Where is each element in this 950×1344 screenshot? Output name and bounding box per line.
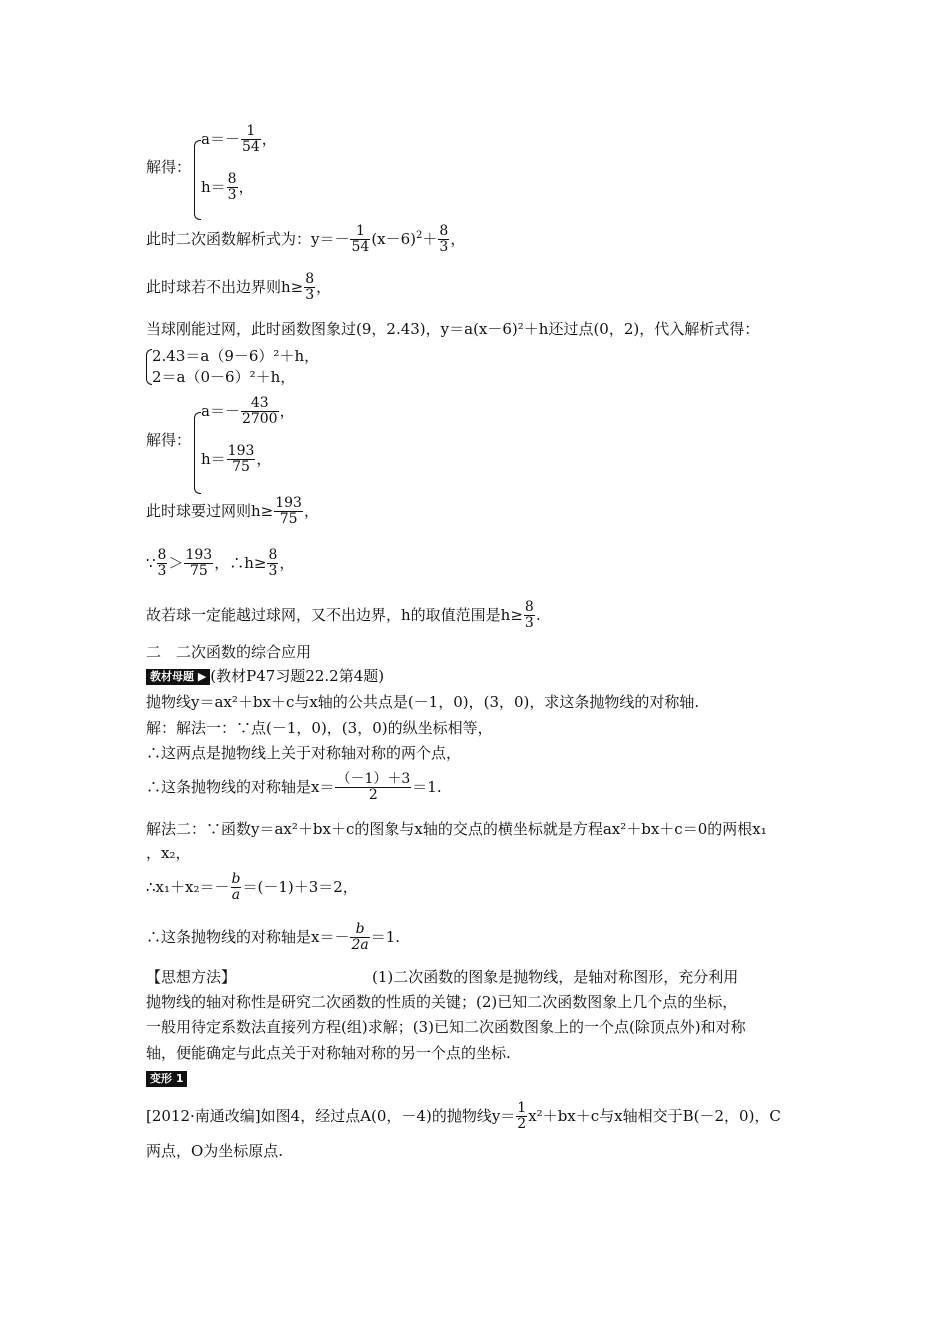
solve-label-1: 解得： xyxy=(146,158,192,176)
method-text-2: 抛物线的轴对称性是研究二次函数的性质的关键；(2)已知二次函数图象上几个点的坐标， xyxy=(146,993,738,1011)
root-sum-line: ∴x₁＋x₂＝－ $\frac{b}{a}$ ＝(－1)＋3＝2， xyxy=(146,871,358,904)
fraction: $\frac{8}{3}$ xyxy=(157,547,167,580)
method-one-reason: ∴这两点是抛物线上关于对称轴对称的两个点， xyxy=(146,744,462,762)
system-line-1: 2.43＝a（9－6）²＋h， xyxy=(152,347,320,365)
section-heading: 二 二次函数的综合应用 xyxy=(146,643,312,661)
equation-h-2: h＝ $\frac{193}{75}$ ， xyxy=(201,443,272,476)
fraction: $\frac{8}{3}$ xyxy=(268,547,278,580)
problem-statement: 抛物线y＝ax²＋bx＋c与x轴的公共点是(－1，0)，(3，0)，求这条抛物线的对称轴. xyxy=(146,693,700,711)
solve-label-2: 解得： xyxy=(146,431,192,449)
method-two-line: 解法二：∵函数y＝ax²＋bx＋c的图象与x轴的交点的横坐标就是方程ax²＋bx＋c＝0的两根x₁ xyxy=(146,820,767,838)
fraction: $\frac{1}{54}$ xyxy=(351,223,370,256)
fraction: $\frac{8}{3}$ xyxy=(439,223,449,256)
boundary-condition-line: 此时球若不出边界则h≥ $\frac{8}{3}$ ， xyxy=(146,271,332,304)
variant-problem-cont: 两点，O为坐标原点. xyxy=(146,1142,284,1160)
method-text-3: 一般用待定系数法直接列方程(组)求解；(3)已知二次函数图象上的一个点(除顶点外)和对称 xyxy=(146,1018,746,1036)
variant-tag: 变形 1 xyxy=(146,1071,187,1087)
fraction: $\frac{193}{75}$ xyxy=(275,495,302,528)
fraction: $\frac{43}{2700}$ xyxy=(241,395,278,428)
method-heading: 【思想方法】 xyxy=(146,968,237,986)
textbook-tag: 教材母题 ▶ xyxy=(146,669,210,685)
axis-result-2: ∴这条抛物线的对称轴是x＝－ $\frac{b}{2a}$ ＝1. xyxy=(146,921,401,954)
equation-a-1: a＝－ $\frac{1}{54}$ ， xyxy=(201,123,277,156)
variant-problem-line: [2012·南通改编]如图4，经过点A(0，－4)的抛物线y＝ $\frac{1}{2}$ x²＋bx＋c与x轴相交于B(－2，0)，C xyxy=(146,1100,781,1133)
fraction: $\frac{(-1)+3}{2}$ xyxy=(336,771,411,804)
brace-1 xyxy=(194,140,201,220)
fraction: $\frac{1}{2}$ xyxy=(517,1100,527,1133)
equation-h-1: h＝ $\frac{8}{3}$ ， xyxy=(201,171,254,204)
fraction: $\frac{1}{54}$ xyxy=(241,123,260,156)
function-expression-line: 此时二次函数解析式为：y＝－ $\frac{1}{54}$ $(x-6)^2+$ $\frac{8}{3}$ ， xyxy=(146,223,466,256)
comparison-line: ∵ $\frac{8}{3}$ ＞ $\frac{193}{75}$ ，∴h≥ $\frac{8}{3}$ ， xyxy=(146,547,295,580)
brace-3 xyxy=(194,412,201,494)
fraction: $\frac{193}{75}$ xyxy=(185,547,213,580)
fraction: $\frac{8}{3}$ xyxy=(227,171,237,204)
axis-result-1: ∴这条抛物线的对称轴是x＝ $\frac{(-1)+3}{2}$ ＝1. xyxy=(146,771,442,804)
textbook-problem-line: 教材母题 ▶ (教材P47习题22.2第4题) xyxy=(146,666,384,686)
conclusion-line: 故若球一定能越过球网，又不出边界，h的取值范围是h≥ $\frac{8}{3}$ . xyxy=(146,599,541,632)
equation-a-2: a＝－ $\frac{43}{2700}$ ， xyxy=(201,395,295,428)
system-line-2: 2＝a（0－6）²＋h， xyxy=(152,368,296,386)
fraction: $\frac{8}{3}$ xyxy=(524,599,534,632)
method-two-cont: ，x₂， xyxy=(146,844,191,862)
fraction: $\frac{8}{3}$ xyxy=(305,271,315,304)
variant-tag-line xyxy=(146,1068,187,1088)
net-condition-text: 当球刚能过网，此时函数图象过(9，2.43)，y＝a(x－6)²＋h还过点(0，2)，代入解析式得： xyxy=(146,320,760,338)
net-threshold-line: 此时球要过网则h≥ $\frac{193}{75}$ ， xyxy=(146,495,319,528)
method-one-line: 解：解法一：∵点(－1，0)，(3，0)的纵坐标相等， xyxy=(146,719,493,737)
fraction: $\frac{b}{2a}$ xyxy=(351,921,369,954)
fraction: $\frac{193}{75}$ xyxy=(227,443,255,476)
method-text-4: 轴，便能确定与此点关于对称轴对称的另一个点的坐标. xyxy=(146,1044,511,1062)
fraction: $\frac{b}{a}$ xyxy=(231,871,241,904)
method-text-1: (1)二次函数的图象是抛物线，是轴对称图形，充分利用 xyxy=(372,968,739,986)
